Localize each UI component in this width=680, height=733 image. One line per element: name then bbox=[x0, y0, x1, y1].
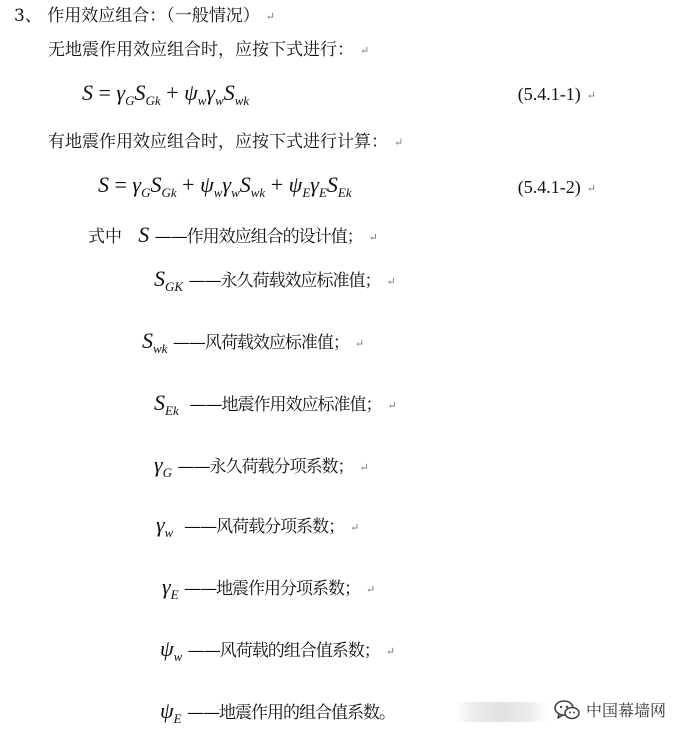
where-item-0 bbox=[88, 222, 378, 251]
equation-number-1 bbox=[518, 83, 596, 107]
where-item-7 bbox=[160, 636, 395, 665]
symbol: $\gamma_E$ bbox=[162, 574, 179, 602]
paragraph-mark: ↵ bbox=[394, 135, 404, 149]
where-item-1 bbox=[154, 266, 396, 295]
eq-no-text: (5.4.1-2) bbox=[517, 177, 581, 197]
paragraph-mark: ↵ bbox=[385, 644, 395, 658]
symbol: $S_{wk}$ bbox=[142, 328, 168, 356]
paragraph-mark: ↵ bbox=[360, 43, 370, 57]
where-item-5 bbox=[156, 512, 359, 541]
case1-intro-line bbox=[48, 40, 369, 61]
paragraph-mark: ↵ bbox=[586, 182, 596, 195]
formula-5-4-1-2: $S = \gamma_GS_{Gk} + \psi_w\gamma_wS_{wk} + \psi_E\gamma_ES_{Ek}$ bbox=[98, 172, 352, 200]
symbol: $\gamma_w$ bbox=[156, 512, 174, 540]
watermark bbox=[554, 698, 666, 721]
definition: ——永久荷载效应标准值； bbox=[188, 271, 381, 291]
paragraph-mark: ↵ bbox=[359, 460, 369, 474]
section-heading: 3、 作用效应组合：（一般情况） bbox=[14, 6, 260, 26]
paragraph-mark: ↵ bbox=[586, 89, 596, 102]
paragraph-mark: ↵ bbox=[366, 582, 376, 596]
paragraph-mark: ↵ bbox=[387, 398, 397, 412]
paragraph-mark: ↵ bbox=[350, 520, 360, 534]
definition: ——风荷载分项系数； bbox=[184, 517, 345, 537]
definition: ——地震作用效应标准值； bbox=[189, 395, 382, 415]
symbol: $\gamma_G$ bbox=[154, 452, 173, 480]
case2-intro-line bbox=[48, 132, 403, 153]
definition: ——作用效应组合的设计值； bbox=[154, 227, 363, 247]
symbol: $\psi_E$ bbox=[160, 698, 182, 726]
case1-intro: 无地震作用效应组合时，应按下式进行： bbox=[48, 40, 354, 60]
definition: ——永久荷载分项系数； bbox=[177, 457, 354, 477]
where-item-3 bbox=[154, 390, 397, 419]
eq-no-text: (5.4.1-1) bbox=[517, 84, 581, 104]
watermark-text: 中国幕墙网 bbox=[585, 701, 666, 720]
formula-5-4-1-1: $S = \gamma_GS_{Gk} + \psi_w\gamma_wS_{wk}$ bbox=[82, 80, 250, 108]
where-item-2 bbox=[142, 328, 364, 357]
symbol: $S_{Ek}$ bbox=[154, 390, 179, 418]
where-label: 式中 bbox=[88, 227, 122, 247]
section-heading-line bbox=[14, 6, 275, 27]
definition: ——地震作用的组合值系数。 bbox=[187, 703, 396, 723]
paragraph-mark: ↵ bbox=[265, 9, 275, 23]
where-item-6 bbox=[162, 574, 375, 603]
paragraph-mark: ↵ bbox=[354, 336, 365, 350]
watermark-blur bbox=[455, 702, 547, 722]
symbol: S bbox=[138, 222, 150, 247]
definition: ——风荷载效应标准值； bbox=[172, 333, 349, 353]
equation-number-2 bbox=[518, 176, 596, 200]
wechat-icon bbox=[554, 699, 580, 721]
symbol: $\psi_w$ bbox=[160, 636, 183, 664]
where-item-8 bbox=[160, 698, 395, 726]
definition: ——风荷载的组合值系数； bbox=[187, 641, 380, 661]
paragraph-mark: ↵ bbox=[386, 274, 396, 288]
paragraph-mark: ↵ bbox=[368, 230, 378, 244]
definition: ——地震作用分项系数； bbox=[184, 579, 361, 599]
symbol: $S_{GK}$ bbox=[154, 266, 184, 294]
case2-intro: 有地震作用效应组合时，应按下式进行计算： bbox=[48, 132, 388, 152]
where-item-4 bbox=[154, 452, 369, 481]
